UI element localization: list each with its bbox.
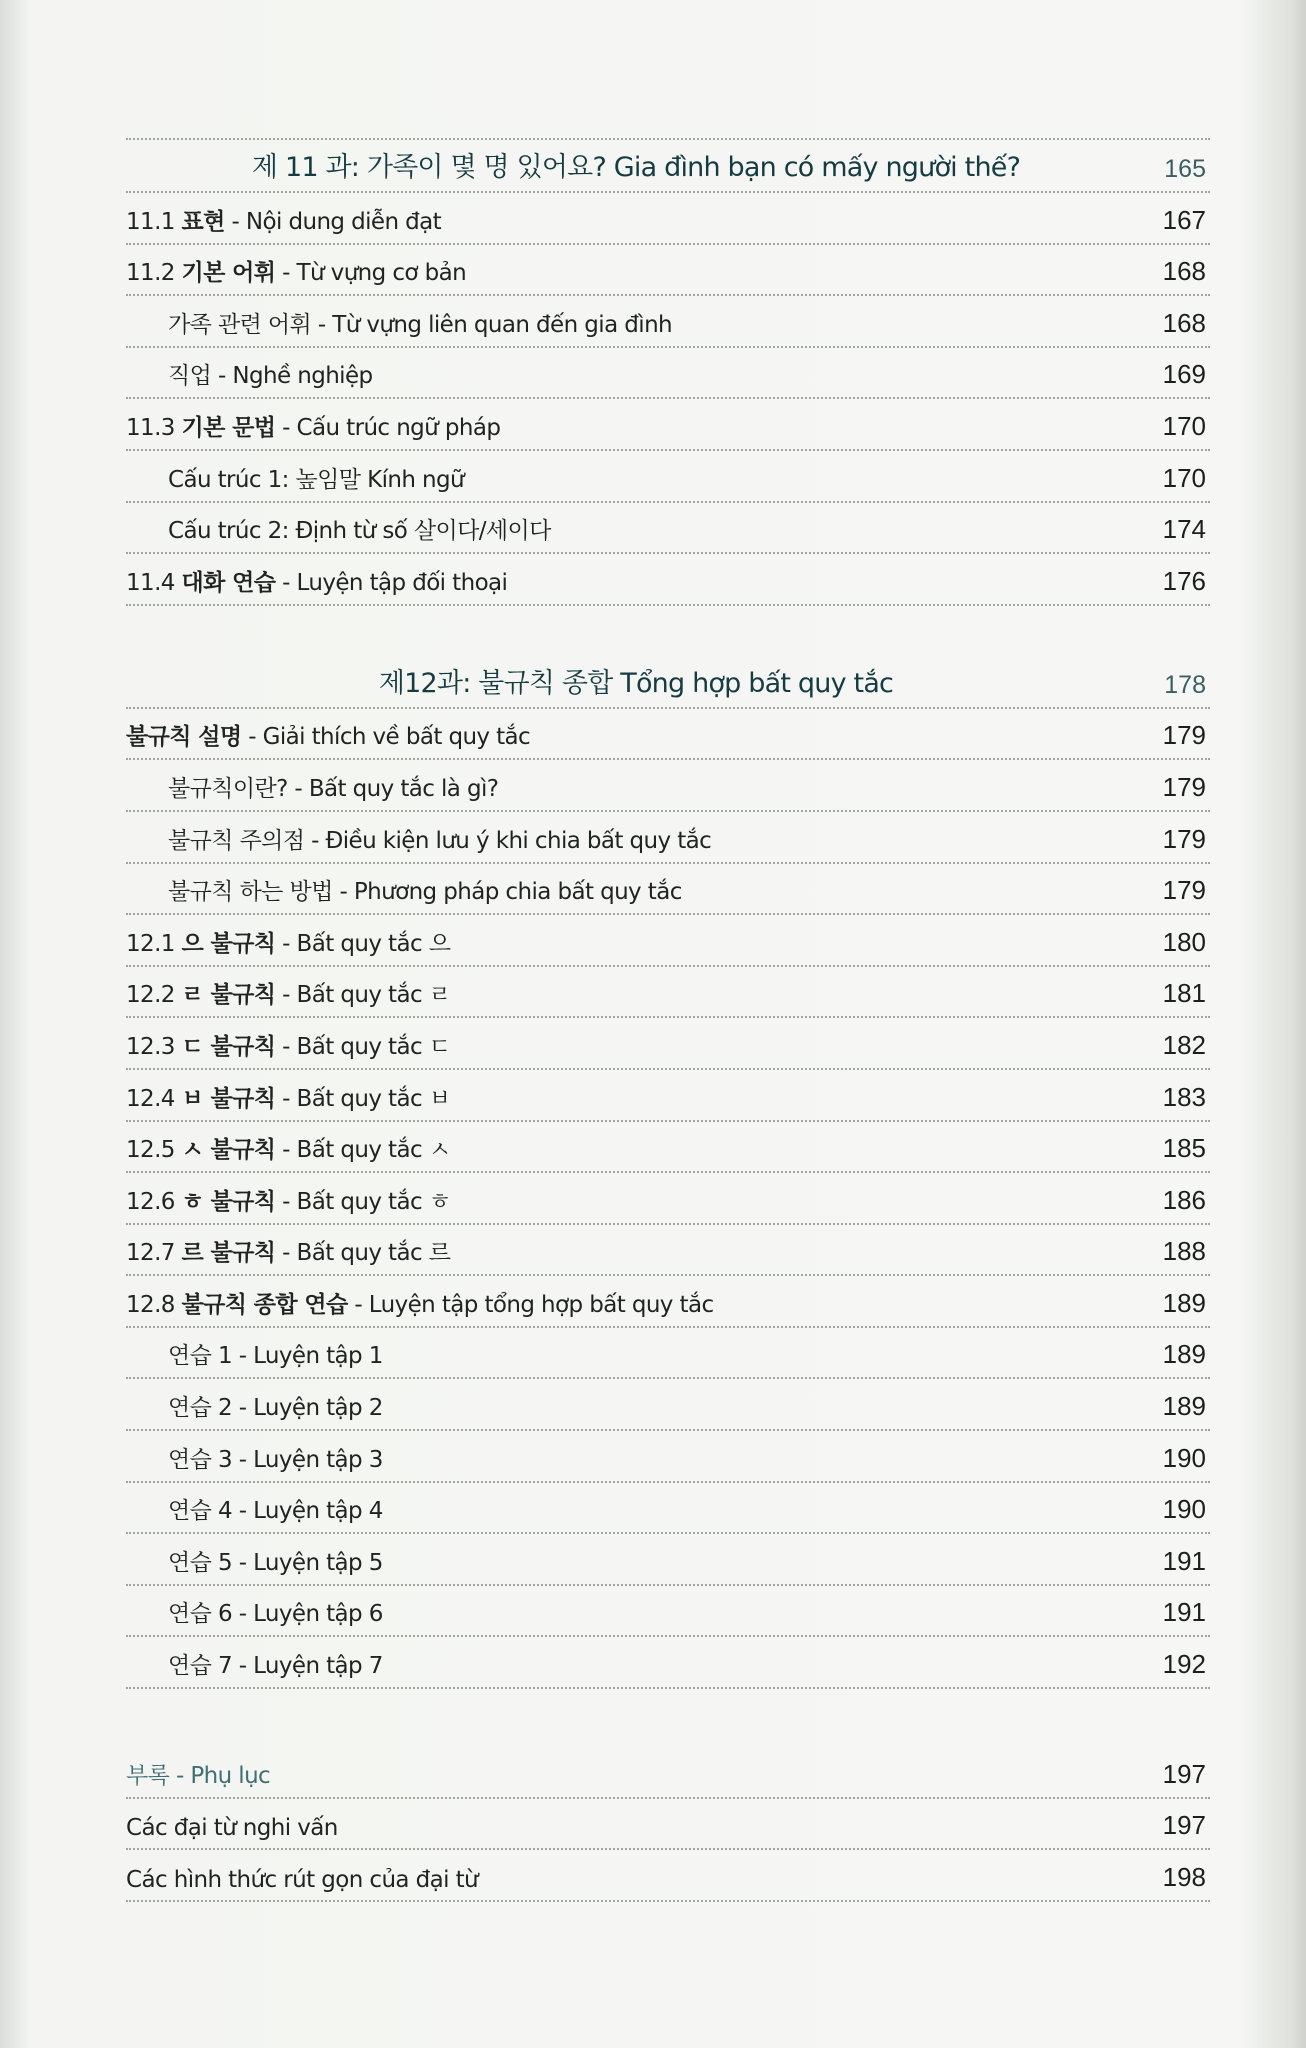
toc-entry: [126, 1122, 1210, 1174]
entry-vietnamese: - Giải thích về bất quy tắc: [241, 724, 531, 751]
lesson-11-heading: [126, 138, 1210, 193]
entry-prefix: 12.4: [126, 1085, 175, 1112]
entry-vietnamese: - Bất quy tắc ㅂ: [275, 1085, 451, 1112]
toc-entry: [126, 554, 1210, 606]
entry-vietnamese: - Nội dung diễn đạt: [224, 208, 442, 235]
entry-prefix: 11.4: [126, 569, 175, 596]
toc-entry: [126, 760, 1210, 812]
entry-page: 170: [1162, 462, 1206, 493]
entry-vietnamese: - Luyện tập đối thoại: [275, 569, 508, 596]
entry-vietnamese: - Phương pháp chia bất quy tắc: [332, 879, 682, 906]
entry-vietnamese: - Điều kiện lưu ý khi chia bất quy tắc: [304, 827, 712, 854]
toc-entry: [126, 1225, 1210, 1277]
entry-prefix: 11.2: [126, 260, 175, 287]
lesson-11-title: 제 11 과: 가족이 몇 명 있어요? Gia đình bạn có mấy người thế?: [251, 152, 1021, 183]
entry-korean: 르 불규칙: [181, 1240, 276, 1267]
entry-page: 189: [1162, 1391, 1206, 1422]
lesson-11-page: 165: [1164, 155, 1206, 183]
entry-korean: 연습 3: [168, 1446, 232, 1473]
entry-page: 168: [1162, 256, 1206, 287]
entry-page: 168: [1162, 307, 1206, 338]
entry-page: 182: [1162, 1029, 1206, 1060]
toc-entry: [126, 1276, 1210, 1328]
entry-korean: 불규칙 설명: [126, 724, 242, 751]
toc-entry: [126, 1173, 1210, 1225]
entry-prefix: 11.1: [126, 208, 175, 235]
entry-page: 190: [1162, 1494, 1206, 1525]
entry-vietnamese: Cấu trúc 1: 높임말 Kính ngữ: [168, 466, 465, 493]
entry-prefix: 11.3: [126, 414, 175, 441]
table-of-contents: [126, 138, 1210, 1902]
toc-entry: [126, 1328, 1210, 1380]
entry-page: 180: [1162, 926, 1206, 957]
toc-entry: [126, 1483, 1210, 1535]
entry-page: 198: [1162, 1861, 1206, 1892]
entry-prefix: 12.1: [126, 930, 175, 957]
entry-vietnamese: Các đại từ nghi vấn: [126, 1815, 338, 1842]
entry-vietnamese: - Luyện tập 3: [231, 1446, 383, 1473]
entry-page: 191: [1162, 1597, 1206, 1628]
entry-prefix: 12.8: [126, 1291, 175, 1318]
toc-entry: [126, 296, 1210, 348]
entry-korean: ㅂ 불규칙: [181, 1085, 276, 1112]
entry-korean: 직업: [168, 363, 212, 390]
toc-entry: [126, 399, 1210, 451]
entry-page: 185: [1162, 1133, 1206, 1164]
toc-entry: [126, 1799, 1210, 1851]
entry-korean: 불규칙 주의점: [168, 827, 305, 854]
entry-page: 181: [1162, 978, 1206, 1009]
lesson-11-section: [126, 138, 1210, 606]
entry-page: 176: [1162, 565, 1206, 596]
entry-page: 192: [1162, 1649, 1206, 1680]
toc-entry: [126, 1379, 1210, 1431]
entry-vietnamese: - Luyện tập 2: [231, 1395, 383, 1422]
appendix-heading: [126, 1747, 1210, 1799]
entry-page: 186: [1162, 1184, 1206, 1215]
appendix-title: 부록 - Phụ lục: [126, 1762, 271, 1789]
entry-korean: ㄷ 불규칙: [181, 1033, 276, 1060]
appendix-page: 197: [1162, 1758, 1206, 1789]
lesson-12-section: [126, 654, 1210, 1689]
entry-vietnamese: - Bất quy tắc ㄹ: [275, 982, 451, 1009]
toc-entry: [126, 451, 1210, 503]
entry-korean: 연습 5: [168, 1549, 232, 1576]
lesson-12-title: 제12과: 불규칙 종합 Tổng hợp bất quy tắc: [378, 667, 894, 699]
entry-korean: 대화 연습: [181, 569, 276, 596]
entry-vietnamese: - Luyện tập tổng hợp bất quy tắc: [347, 1291, 714, 1318]
entry-vietnamese: Các hình thức rút gọn của đại từ: [126, 1866, 479, 1893]
entry-korean: 표현: [181, 208, 225, 235]
entry-vietnamese: - Nghề nghiệp: [211, 363, 373, 390]
toc-entry: [126, 864, 1210, 916]
entry-vietnamese: - Bất quy tắc 으: [275, 930, 451, 957]
entry-vietnamese: - Bất quy tắc ㄷ: [275, 1033, 451, 1060]
toc-entry: [126, 348, 1210, 400]
entry-vietnamese: - Bất quy tắc ㅎ: [275, 1188, 451, 1215]
entry-korean: 가족 관련 어휘: [168, 311, 312, 338]
entry-vietnamese: - Bất quy tắc là gì?: [287, 775, 499, 802]
entry-korean: 연습 1: [168, 1343, 232, 1370]
entry-vietnamese: - Luyện tập 1: [231, 1343, 383, 1370]
entry-vietnamese: - Luyện tập 4: [231, 1498, 383, 1525]
entry-page: 189: [1162, 1339, 1206, 1370]
entry-vietnamese: Cấu trúc 2: Định từ số 살이다/세이다: [168, 518, 551, 545]
entry-korean: ㄹ 불규칙: [181, 982, 276, 1009]
entry-prefix: 12.5: [126, 1137, 175, 1164]
entry-vietnamese: - Bất quy tắc ㅅ: [275, 1137, 451, 1164]
entry-korean: 으 불규칙: [181, 930, 276, 957]
entry-page: 197: [1162, 1810, 1206, 1841]
entry-page: 174: [1162, 514, 1206, 545]
toc-entry: [126, 915, 1210, 967]
entry-page: 170: [1162, 410, 1206, 441]
toc-entry: [126, 709, 1210, 761]
entry-page: 169: [1162, 359, 1206, 390]
entry-korean: 연습 6: [168, 1601, 232, 1628]
entry-vietnamese: - Luyện tập 7: [231, 1653, 383, 1680]
lesson-12-heading: [126, 654, 1210, 709]
toc-entry: [126, 812, 1210, 864]
entry-korean: 불규칙 종합 연습: [181, 1291, 348, 1318]
toc-entry: [126, 1018, 1210, 1070]
entry-korean: 기본 어휘: [181, 260, 276, 287]
entry-page: 179: [1162, 875, 1206, 906]
entry-korean: ㅎ 불규칙: [181, 1188, 276, 1215]
lesson-12-page: 178: [1164, 670, 1206, 699]
entry-vietnamese: - Cấu trúc ngữ pháp: [275, 414, 501, 441]
entry-prefix: 12.3: [126, 1033, 175, 1060]
toc-entry: [126, 1586, 1210, 1638]
entry-korean: 불규칙이란?: [168, 775, 288, 802]
toc-entry: [126, 1534, 1210, 1586]
entry-korean: 기본 문법: [181, 414, 276, 441]
toc-entry: [126, 1850, 1210, 1902]
toc-entry: [126, 1431, 1210, 1483]
entry-vietnamese: - Từ vựng liên quan đến gia đình: [311, 311, 673, 338]
entry-page: 188: [1162, 1236, 1206, 1267]
toc-entry: [126, 1637, 1210, 1689]
entry-page: 189: [1162, 1287, 1206, 1318]
entry-page: 190: [1162, 1442, 1206, 1473]
entry-page: 191: [1162, 1545, 1206, 1576]
entry-korean: 연습 4: [168, 1498, 232, 1525]
entry-korean: ㅅ 불규칙: [181, 1137, 276, 1164]
entry-vietnamese: - Bất quy tắc 르: [275, 1240, 451, 1267]
toc-entry: [126, 245, 1210, 297]
entry-vietnamese: - Từ vựng cơ bản: [275, 260, 467, 287]
entry-page: 167: [1162, 204, 1206, 235]
appendix-section: [126, 1747, 1210, 1902]
entry-korean: 연습 2: [168, 1395, 232, 1422]
entry-prefix: 12.7: [126, 1240, 175, 1267]
entry-vietnamese: - Luyện tập 5: [231, 1549, 383, 1576]
toc-entry: [126, 503, 1210, 555]
toc-entry: [126, 1070, 1210, 1122]
entry-page: 179: [1162, 823, 1206, 854]
entry-prefix: 12.2: [126, 982, 175, 1009]
entry-page: 179: [1162, 771, 1206, 802]
entry-vietnamese: - Luyện tập 6: [231, 1601, 383, 1628]
entry-page: 183: [1162, 1081, 1206, 1112]
toc-entry: [126, 967, 1210, 1019]
entry-page: 179: [1162, 720, 1206, 751]
entry-prefix: 12.6: [126, 1188, 175, 1215]
toc-entry: [126, 193, 1210, 245]
entry-korean: 불규칙 하는 방법: [168, 879, 333, 906]
entry-korean: 연습 7: [168, 1653, 232, 1680]
